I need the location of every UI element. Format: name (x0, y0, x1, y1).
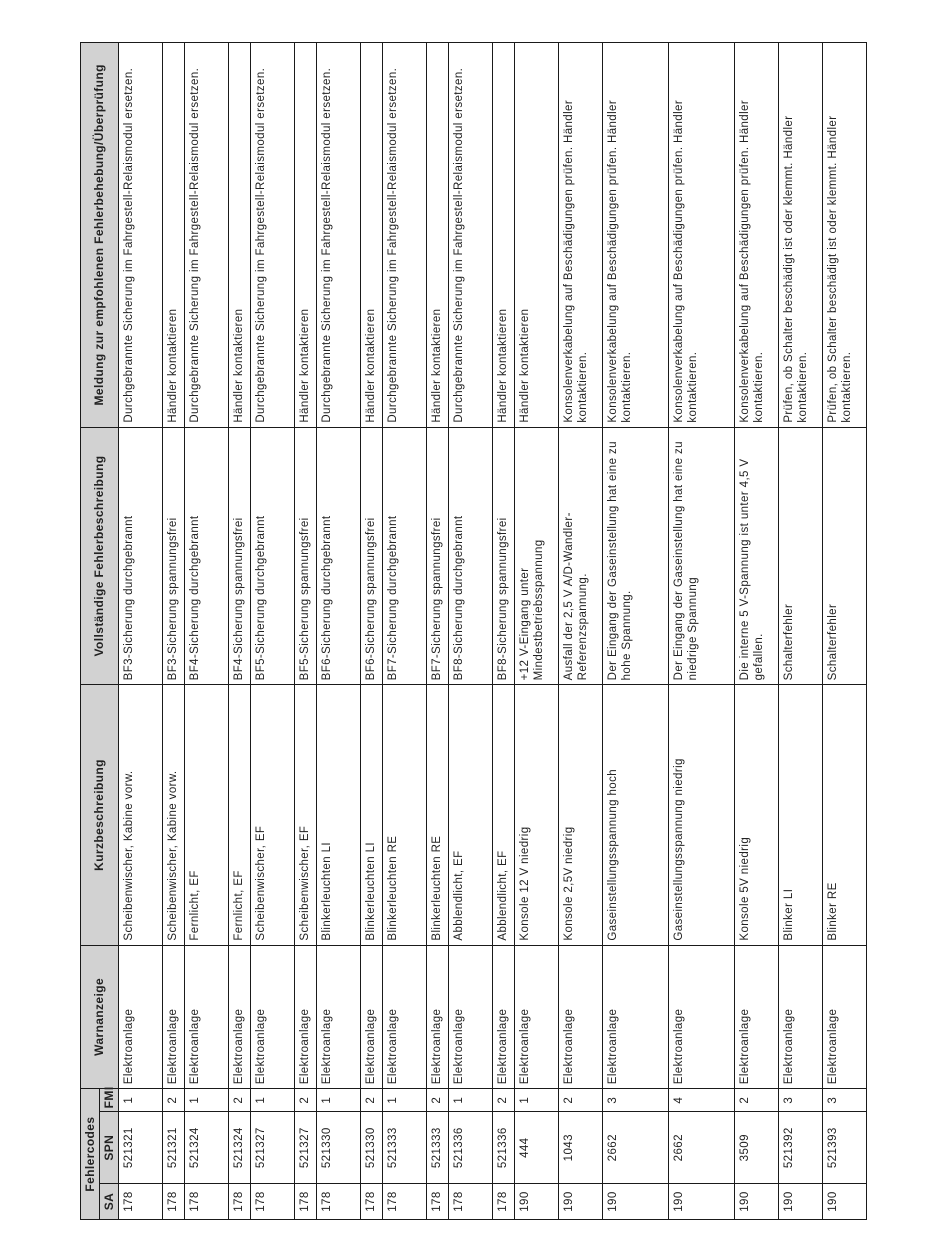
kurzbeschreibung-cell: Blinker LI (779, 685, 823, 945)
meldung-cell: Durchgebrannte Sicherung im Fahrgestell-Relaismodul ersetzen. (383, 43, 427, 428)
sa-cell: 178 (493, 1184, 515, 1220)
fehlerbeschreibung-cell: BF7-Sicherung durchgebrannt (383, 427, 427, 685)
header-spn: SPN (100, 1112, 119, 1184)
kurzbeschreibung-cell: Fernlicht, EF (229, 685, 251, 945)
fault-code-table (80, 42, 867, 1220)
warnanzeige-cell: Elektroanlage (559, 945, 603, 1089)
spn-cell: 521333 (427, 1112, 449, 1184)
header-sa: SA (100, 1184, 119, 1220)
spn-cell: 521333 (383, 1112, 427, 1184)
spn-cell: 521336 (493, 1112, 515, 1184)
spn-cell: 521330 (361, 1112, 383, 1184)
fmi-cell: 1 (515, 1089, 559, 1112)
table-row (427, 43, 449, 1220)
spn-cell: 521336 (449, 1112, 493, 1184)
fmi-cell: 3 (779, 1089, 823, 1112)
table-row (515, 43, 559, 1220)
sa-cell: 178 (229, 1184, 251, 1220)
meldung-cell: Durchgebrannte Sicherung im Fahrgestell-Relaismodul ersetzen. (251, 43, 295, 428)
kurzbeschreibung-cell: Blinkerleuchten LI (361, 685, 383, 945)
warnanzeige-cell: Elektroanlage (383, 945, 427, 1089)
warnanzeige-cell: Elektroanlage (449, 945, 493, 1089)
meldung-cell: Prüfen, ob Schalter beschädigt ist oder klemmt. Händler kontaktieren. (823, 43, 867, 428)
meldung-cell: Händler kontaktieren (427, 43, 449, 428)
kurzbeschreibung-cell: Blinker RE (823, 685, 867, 945)
fmi-cell: 2 (735, 1089, 779, 1112)
sa-cell: 190 (779, 1184, 823, 1220)
warnanzeige-cell: Elektroanlage (603, 945, 669, 1089)
fmi-cell: 2 (163, 1089, 185, 1112)
fehlerbeschreibung-cell: Ausfall der 2,5 V A/D-Wandler-Referenzspannung. (559, 427, 603, 685)
spn-cell: 521330 (317, 1112, 361, 1184)
fmi-cell: 1 (251, 1089, 295, 1112)
header-fmi: FMI (100, 1089, 119, 1112)
table-row (185, 43, 229, 1220)
spn-cell: 521324 (229, 1112, 251, 1184)
table-row (119, 43, 163, 1220)
fmi-cell: 1 (383, 1089, 427, 1112)
table-row (449, 43, 493, 1220)
table-row (823, 43, 867, 1220)
kurzbeschreibung-cell: Fernlicht, EF (185, 685, 229, 945)
sa-cell: 190 (515, 1184, 559, 1220)
fehlerbeschreibung-cell: BF6-Sicherung durchgebrannt (317, 427, 361, 685)
meldung-cell: Händler kontaktieren (361, 43, 383, 428)
meldung-cell: Konsolenverkabelung auf Beschädigungen prüfen. Händler kontaktieren. (603, 43, 669, 428)
fehlerbeschreibung-cell: Der Eingang der Gaseinstellung hat eine zu niedrige Spannung (669, 427, 735, 685)
sa-cell: 190 (735, 1184, 779, 1220)
kurzbeschreibung-cell: Abblendlicht, EF (493, 685, 515, 945)
fehlerbeschreibung-cell: Der Eingang der Gaseinstellung hat eine zu hohe Spannung. (603, 427, 669, 685)
fehlerbeschreibung-cell: BF3-Sicherung spannungsfrei (163, 427, 185, 685)
fmi-cell: 2 (427, 1089, 449, 1112)
spn-cell: 3509 (735, 1112, 779, 1184)
sa-cell: 178 (383, 1184, 427, 1220)
kurzbeschreibung-cell: Blinkerleuchten RE (383, 685, 427, 945)
table-row (251, 43, 295, 1220)
meldung-cell: Händler kontaktieren (493, 43, 515, 428)
fmi-cell: 1 (317, 1089, 361, 1112)
spn-cell: 521392 (779, 1112, 823, 1184)
kurzbeschreibung-cell: Scheibenwischer, Kabine vorw. (119, 685, 163, 945)
spn-cell: 521321 (119, 1112, 163, 1184)
table-row (559, 43, 603, 1220)
warnanzeige-cell: Elektroanlage (361, 945, 383, 1089)
sa-cell: 178 (185, 1184, 229, 1220)
spn-cell: 2662 (669, 1112, 735, 1184)
header-kurzbeschreibung: Kurzbeschreibung (81, 685, 119, 945)
kurzbeschreibung-cell: Gaseinstellungsspannung niedrig (669, 685, 735, 945)
meldung-cell: Durchgebrannte Sicherung im Fahrgestell-Relaismodul ersetzen. (119, 43, 163, 428)
fehlerbeschreibung-cell: BF3-Sicherung durchgebrannt (119, 427, 163, 685)
meldung-cell: Händler kontaktieren (229, 43, 251, 428)
table-row (493, 43, 515, 1220)
kurzbeschreibung-cell: Blinkerleuchten LI (317, 685, 361, 945)
table-row (735, 43, 779, 1220)
warnanzeige-cell: Elektroanlage (779, 945, 823, 1089)
fehlerbeschreibung-cell: BF5-Sicherung spannungsfrei (295, 427, 317, 685)
warnanzeige-cell: Elektroanlage (185, 945, 229, 1089)
fehlerbeschreibung-cell: +12 V-Eingang unter Mindestbetriebsspannung (515, 427, 559, 685)
sa-cell: 190 (603, 1184, 669, 1220)
meldung-cell: Händler kontaktieren (515, 43, 559, 428)
kurzbeschreibung-cell: Gaseinstellungsspannung hoch (603, 685, 669, 945)
meldung-cell: Durchgebrannte Sicherung im Fahrgestell-Relaismodul ersetzen. (449, 43, 493, 428)
fmi-cell: 2 (493, 1089, 515, 1112)
fmi-cell: 1 (119, 1089, 163, 1112)
kurzbeschreibung-cell: Scheibenwischer, EF (251, 685, 295, 945)
fehlerbeschreibung-cell: Schalterfehler (779, 427, 823, 685)
fehlerbeschreibung-cell: BF4-Sicherung durchgebrannt (185, 427, 229, 685)
spn-cell: 2662 (603, 1112, 669, 1184)
fmi-cell: 1 (449, 1089, 493, 1112)
sa-cell: 178 (295, 1184, 317, 1220)
meldung-cell: Händler kontaktieren (163, 43, 185, 428)
meldung-cell: Prüfen, ob Schalter beschädigt ist oder klemmt. Händler kontaktieren. (779, 43, 823, 428)
fmi-cell: 3 (603, 1089, 669, 1112)
fehlerbeschreibung-cell: Schalterfehler (823, 427, 867, 685)
warnanzeige-cell: Elektroanlage (515, 945, 559, 1089)
warnanzeige-cell: Elektroanlage (669, 945, 735, 1089)
sa-cell: 178 (317, 1184, 361, 1220)
fehlerbeschreibung-cell: BF6-Sicherung spannungsfrei (361, 427, 383, 685)
warnanzeige-cell: Elektroanlage (119, 945, 163, 1089)
kurzbeschreibung-cell: Blinkerleuchten RE (427, 685, 449, 945)
fmi-cell: 3 (823, 1089, 867, 1112)
sa-cell: 178 (251, 1184, 295, 1220)
spn-cell: 521324 (185, 1112, 229, 1184)
warnanzeige-cell: Elektroanlage (427, 945, 449, 1089)
kurzbeschreibung-cell: Konsole 2,5V niedrig (559, 685, 603, 945)
kurzbeschreibung-cell: Konsole 5V niedrig (735, 685, 779, 945)
fehlerbeschreibung-cell: BF5-Sicherung durchgebrannt (251, 427, 295, 685)
meldung-cell: Konsolenverkabelung auf Beschädigungen prüfen. Händler kontaktieren. (559, 43, 603, 428)
sa-cell: 178 (449, 1184, 493, 1220)
warnanzeige-cell: Elektroanlage (493, 945, 515, 1089)
table-body (119, 43, 867, 1220)
warnanzeige-cell: Elektroanlage (295, 945, 317, 1089)
header-vollstaendige: Vollständige Fehlerbeschreibung (81, 427, 119, 685)
kurzbeschreibung-cell: Konsole 12 V niedrig (515, 685, 559, 945)
warnanzeige-cell: Elektroanlage (317, 945, 361, 1089)
fmi-cell: 4 (669, 1089, 735, 1112)
sa-cell: 178 (427, 1184, 449, 1220)
warnanzeige-cell: Elektroanlage (735, 945, 779, 1089)
fehlerbeschreibung-cell: BF7-Sicherung spannungsfrei (427, 427, 449, 685)
fehlerbeschreibung-cell: BF8-Sicherung spannungsfrei (493, 427, 515, 685)
sa-cell: 178 (163, 1184, 185, 1220)
table-row (317, 43, 361, 1220)
header-warnanzeige: Warnanzeige (81, 945, 119, 1089)
spn-cell: 521321 (163, 1112, 185, 1184)
table-row (779, 43, 823, 1220)
meldung-cell: Durchgebrannte Sicherung im Fahrgestell-Relaismodul ersetzen. (185, 43, 229, 428)
fmi-cell: 2 (229, 1089, 251, 1112)
warnanzeige-cell: Elektroanlage (823, 945, 867, 1089)
spn-cell: 1043 (559, 1112, 603, 1184)
sa-cell: 190 (669, 1184, 735, 1220)
fmi-cell: 2 (295, 1089, 317, 1112)
table-row (229, 43, 251, 1220)
fmi-cell: 2 (361, 1089, 383, 1112)
kurzbeschreibung-cell: Scheibenwischer, EF (295, 685, 317, 945)
table-row (669, 43, 735, 1220)
spn-cell: 521327 (295, 1112, 317, 1184)
fmi-cell: 1 (185, 1089, 229, 1112)
meldung-cell: Konsolenverkabelung auf Beschädigungen prüfen. Händler kontaktieren. (669, 43, 735, 428)
warnanzeige-cell: Elektroanlage (251, 945, 295, 1089)
table-row (603, 43, 669, 1220)
table-row (295, 43, 317, 1220)
fehlerbeschreibung-cell: BF4-Sicherung spannungsfrei (229, 427, 251, 685)
rotated-table-container (80, 42, 920, 1220)
warnanzeige-cell: Elektroanlage (163, 945, 185, 1089)
sa-cell: 178 (119, 1184, 163, 1220)
meldung-cell: Händler kontaktieren (295, 43, 317, 428)
table-row (361, 43, 383, 1220)
spn-cell: 521393 (823, 1112, 867, 1184)
fehlerbeschreibung-cell: Die interne 5 V-Spannung ist unter 4,5 V gefallen. (735, 427, 779, 685)
kurzbeschreibung-cell: Abblendlicht, EF (449, 685, 493, 945)
kurzbeschreibung-cell: Scheibenwischer, Kabine vorw. (163, 685, 185, 945)
meldung-cell: Konsolenverkabelung auf Beschädigungen prüfen. Händler kontaktieren. (735, 43, 779, 428)
warnanzeige-cell: Elektroanlage (229, 945, 251, 1089)
fehlerbeschreibung-cell: BF8-Sicherung durchgebrannt (449, 427, 493, 685)
spn-cell: 521327 (251, 1112, 295, 1184)
header-meldung: Meldung zur empfohlenen Fehlerbehebung/Überprüfung (81, 43, 119, 428)
spn-cell: 444 (515, 1112, 559, 1184)
sa-cell: 178 (361, 1184, 383, 1220)
table-row (163, 43, 185, 1220)
fmi-cell: 2 (559, 1089, 603, 1112)
header-fehlercodes: Fehlercodes (81, 1089, 100, 1220)
sa-cell: 190 (559, 1184, 603, 1220)
table-row (383, 43, 427, 1220)
sa-cell: 190 (823, 1184, 867, 1220)
meldung-cell: Durchgebrannte Sicherung im Fahrgestell-Relaismodul ersetzen. (317, 43, 361, 428)
